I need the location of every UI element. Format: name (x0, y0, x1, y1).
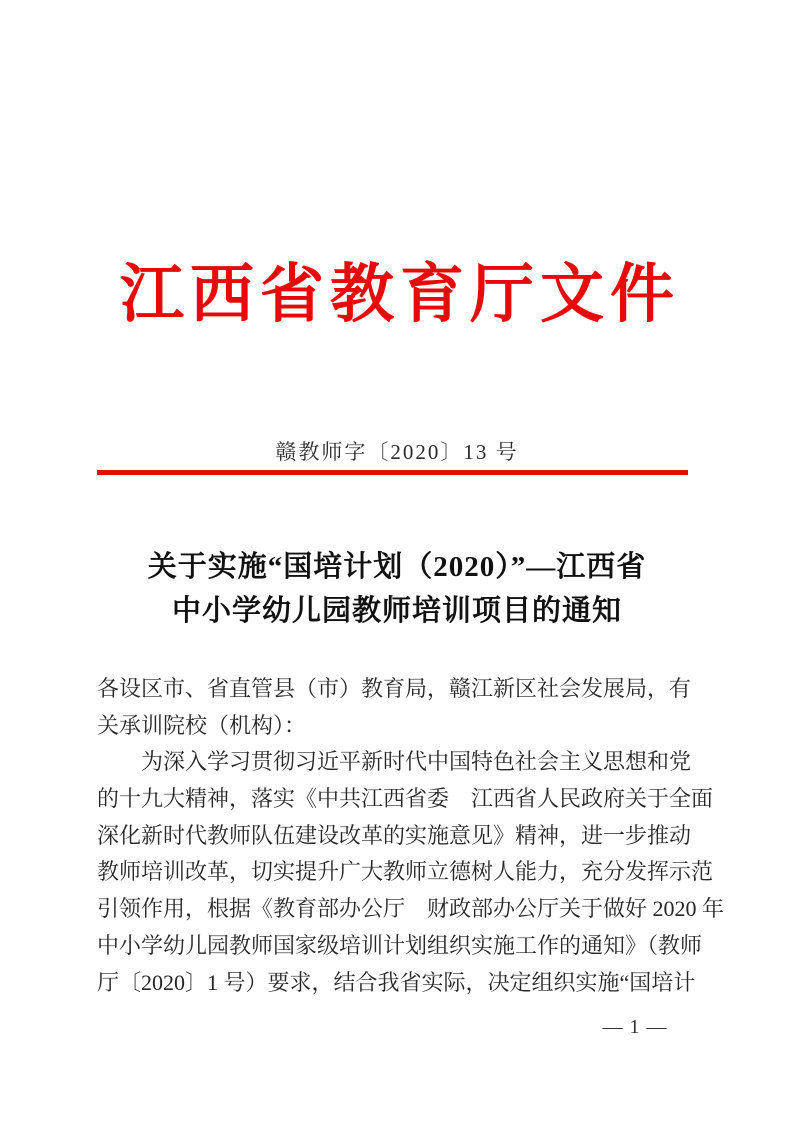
document-reference-number: 赣教师字〔2020〕13 号 (275, 440, 519, 464)
notice-title-line1: 关于实施“国培计划（2020）”—江西省 (147, 551, 647, 583)
body-text-line: 的十九大精神，落实《中共江西省委 江西省人民政府关于全面 (97, 786, 714, 812)
notice-title (0, 545, 794, 633)
notice-title-line2: 中小学幼儿园教师培训项目的通知 (171, 595, 622, 627)
body-text-line: 教师培训改革，切实提升广大教师立德树人能力，充分发挥示范 (97, 859, 714, 885)
body-text-line: 引领作用，根据《教育部办公厅 财政部办公厅关于做好 2020 年 (97, 896, 725, 922)
document-body (97, 671, 725, 1001)
body-text-line: 中小学幼儿园教师国家级培训计划组织实施工作的通知》（教师 (97, 932, 703, 958)
body-text-line: 各设区市、省直管县（市）教育局，赣江新区社会发展局，有 (97, 676, 692, 701)
body-text-line: 为深入学习贯彻习近平新时代中国特色社会主义思想和党 (141, 749, 692, 775)
page-number: — 1 — (602, 1016, 668, 1038)
agency-masthead-title: 江西省教育厅文件 (120, 259, 680, 330)
body-text-line: 关承训院校（机构）： (97, 712, 307, 738)
body-text-line: 厅〔2020〕1 号）要求，结合我省实际，决定组织实施“国培计 (97, 969, 696, 995)
body-text-line: 深化新时代教师队伍建设改革的实施意见》精神，进一步推动 (97, 822, 692, 848)
red-divider-line (97, 470, 688, 475)
